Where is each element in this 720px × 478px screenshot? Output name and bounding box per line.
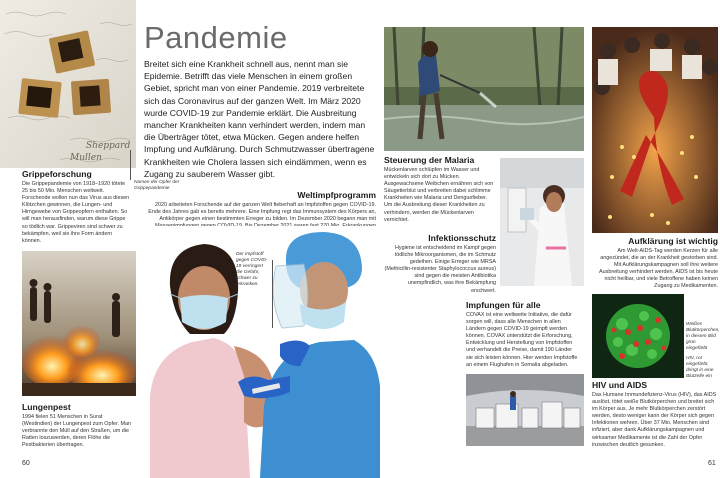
page-number-left: 60	[22, 460, 30, 467]
impfungen-heading: Impfungen für alle	[466, 300, 541, 310]
impfungen-text: COVAX ist eine weltweite Initiative, die dafür sorgen will, dass alle Menschen in allen Ländern gegen COVID-19 geimpft werden können. COVAX unterstützt die Erforschung, Entwicklung und Herstellung von Impfstoffen und verhandelt die Preise, damit 190 Länder sie sich leisten können. Hier werden Impfstoffe an einem Flughafen in Somalia abgeladen.	[466, 312, 578, 368]
malaria-spraying-photo	[384, 27, 584, 151]
grippe-heading: Grippeforschung	[22, 169, 92, 179]
infektion-heading: Infektionsschutz	[428, 233, 496, 243]
malaria-text: Mückenlarven schlüpfen im Wasser und entwickeln sich dort zu Mücken. Ausgewachsene Weibchen ernähren sich von Säugetierblut und verbreiten dabei schlimme Krankheiten wie Malaria und Denguefieber. Um die Ausbreitung dieser Krankheiten zu verhindern, werden die Mückenlarven vernichtet.	[384, 167, 494, 223]
hiv-heading: HIV und AIDS	[592, 380, 648, 390]
intro-text: Breitet sich eine Krankheit schnell aus, nennt man sie Epidemie. Betrifft das viele Menschen in einem großen Gebiet, spricht man von einer Pandemie. 2019 verbreitete sich das Coronavirus auf der ganzen Welt. Im März 2020 wurde COVID-19 zur Pandemie erklärt. Die Ausbreitung mancher Krankheiten kann verhindert werden, indem man die Überträger tötet, etwa Mücken. Gegen andere helfen Impfung und Aufklärung. Durch Schmutzwasser übertragene Krankheiten wie Cholera lassen sich eindämmen, wenn es Zugang zu sauberem Wasser gibt.	[144, 59, 375, 179]
weltimpf-text: 2020 arbeiteten Forschende auf der ganzen Welt fieberhaft an Impfstoffen gegen COVID-19. Ende des Jahres gab es bereits mehrere. Eine Impfung regt das Immunsystem des Körpers an, Antikörper gegen einen bestimmten Erreger zu bilden. Im Dezember 2020 begann man mit	[148, 202, 376, 223]
aufklaerung-text: Am Welt-AIDS-Tag werden Kerzen für alle angezündet, die an der Krankheit gestorben sind. Mit Aufklärungskampagnen soll ihre weitere Ausbreitung verhindert werden. AIDS ist bis heute nicht heilbar, und viele Betroffene haben keinen Zugang zu Medikamenten.	[599, 248, 718, 290]
hospital-hygiene-photo	[500, 158, 584, 286]
svg-text:Mullen: Mullen	[70, 153, 102, 163]
page-number-right: 61	[708, 460, 716, 467]
hiv-caption: HIV, rot eingefärbt, dringt in eine Blutzelle ein	[686, 356, 714, 379]
aids-candles-photo	[592, 27, 718, 233]
lungenpest-text: 1994 fielen 51 Menschen in Surat (Westindien) der Lungenpest zum Opfer. Man verbrannte den Müll auf den Straßen, um die Ratten loszuwerden, deren Flöhe die Pestbakterien übertragen.	[22, 414, 131, 449]
caption-leader	[130, 150, 131, 180]
grippe-text: Die Grippepandemie von 1918–1920 tötete 25 bis 50 Mio. Menschen weltweit. Forschende wollen nun das Virus aus diesen Klötzchen gewinnen, die Lungen- und Hirngewebe von Grippeopfern enthalten. So will man herausfinden, warum diese Grippe so tödlich war. Grippeviren sind schwer zu bekämpfen, weil sie ihre Form ändern können.	[22, 181, 130, 244]
vaccine-leader	[272, 260, 273, 328]
lungenpest-heading: Lungenpest	[22, 402, 71, 412]
plague-fire-photo	[22, 251, 136, 396]
vaccine-caption: Der Impfstoff gegen COVID-19 verringert die Gefahr, schwer zu erkranken.	[236, 252, 268, 287]
page-title: Pandemie	[144, 20, 288, 55]
aufklaerung-heading: Aufklärung ist wichtig	[628, 236, 718, 246]
weltimpf-heading: Weltimpfprogramm	[297, 190, 376, 200]
svg-text:Sheppard: Sheppard	[86, 141, 131, 151]
infektion-text: Hygiene ist entscheidend im Kampf gegen tödliche Mikroorganismen, die im Schmutz gedeihen. Einige Erreger wie MRSA (Methicillin-resistenter Staphylococcus aureus) sind gegen die meisten Antibiotika unempfindlich, was ihre Bekämpfung erschwert.	[384, 245, 496, 294]
hiv-text: Das Humane Immundefizienz-Virus (HIV), das AIDS auslöst, tötet weiße Blutkörperchen und breitet sich im Körper aus. Je mehr Blutkörperchen zerstört werden, desto weniger kann der Körper sich gegen Infektionen wehren. Über 37 Mio. Menschen sind infiziert, aber dank Aufklärungskampagnen und wirksamer Medikamente ist die Zahl der Opfer inzwischen deutlich gesunken.	[592, 392, 717, 448]
white-cell-caption: Weißes Blutkörperchen, in diesem Bild grün eingefärbt	[686, 322, 720, 351]
malaria-heading: Steuerung der Malaria	[384, 155, 475, 165]
hiv-cell-image	[592, 294, 684, 378]
names-caption: Namen der Opfer der Grippepandemie	[134, 180, 180, 191]
vaccine-airport-photo	[466, 374, 584, 446]
tissue-blocks-photo	[0, 0, 136, 168]
